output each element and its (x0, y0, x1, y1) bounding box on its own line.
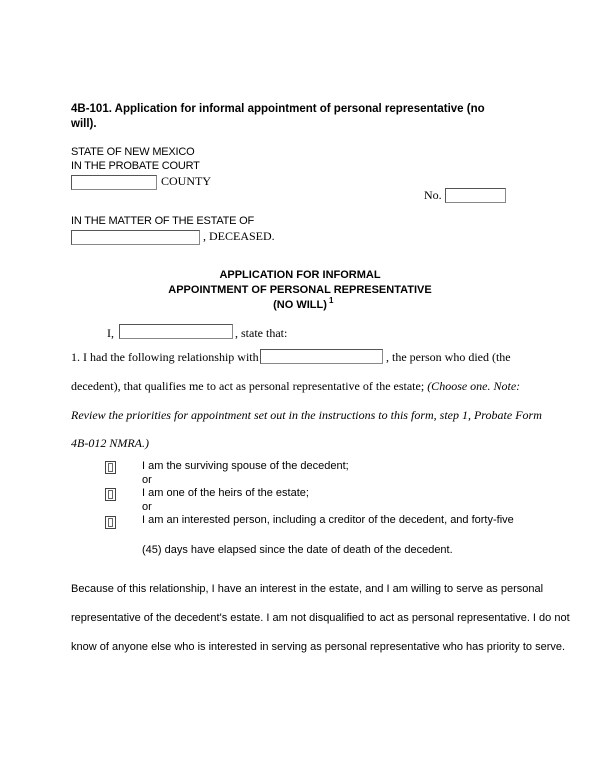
closing-line2: representative of the decedent's estate. I am not disqualified to act as personal representative. I do not (71, 612, 570, 624)
closing-line3: know of anyone else who is interested in serving as personal representative who has priority to serve. (71, 641, 566, 653)
decedent-name-field[interactable] (71, 230, 200, 245)
option-heir-label: I am one of the heirs of the estate; (142, 487, 309, 499)
option-interested-checkbox[interactable] (105, 516, 116, 529)
item1-line2-normal: decedent), that qualifies me to act as personal representative of the estate; (71, 379, 428, 393)
section-heading-line1: 4B-101. Application for informal appointment of personal representative (no (71, 103, 485, 115)
case-number-label: No. (424, 188, 442, 202)
form-title-line2: APPOINTMENT OF PERSONAL REPRESENTATIVE (168, 284, 432, 296)
form-title-line1: APPLICATION FOR INFORMAL (219, 269, 381, 281)
option-or-2: or (142, 501, 152, 513)
relationship-field[interactable] (260, 349, 383, 364)
closing-line1: Because of this relationship, I have an interest in the estate, and I am willing to serve as personal (71, 583, 544, 595)
section-heading-line2: will). (71, 118, 97, 130)
option-interested-label: I am an interested person, including a creditor of the decedent, and forty-five (142, 514, 514, 526)
i-label: I, (107, 326, 114, 340)
item1-line2-italic: (Choose one. Note: (427, 379, 521, 393)
applicant-name-field[interactable] (119, 324, 233, 339)
item1-text-after: , the person who died (the (386, 350, 511, 364)
county-field[interactable] (71, 175, 157, 190)
form-title-line3: (NO WILL) (273, 299, 327, 311)
item1-line4: 4B-012 NMRA.) (71, 436, 149, 450)
option-spouse-checkbox[interactable] (105, 461, 116, 474)
option-heir-checkbox[interactable] (105, 488, 116, 501)
deceased-label: , DECEASED. (203, 229, 275, 243)
option-interested-continuation: (45) days have elapsed since the date of death of the decedent. (142, 544, 453, 556)
footnote-marker: 1 (329, 296, 334, 305)
matter-label: IN THE MATTER OF THE ESTATE OF (71, 215, 255, 227)
state-that-label: , state that: (235, 326, 288, 340)
item1-line3: Review the priorities for appointment set out in the instructions to this form, step 1, Probate Form (71, 408, 542, 422)
option-or-1: or (142, 474, 152, 486)
item1-text-start: 1. I had the following relationship with (71, 350, 259, 364)
court-label: IN THE PROBATE COURT (71, 160, 200, 172)
option-spouse-label: I am the surviving spouse of the decedent; (142, 460, 349, 472)
item1-line2 (71, 379, 520, 394)
case-number-field[interactable] (445, 188, 506, 203)
county-label: COUNTY (161, 174, 211, 188)
state-label: STATE OF NEW MEXICO (71, 146, 195, 158)
